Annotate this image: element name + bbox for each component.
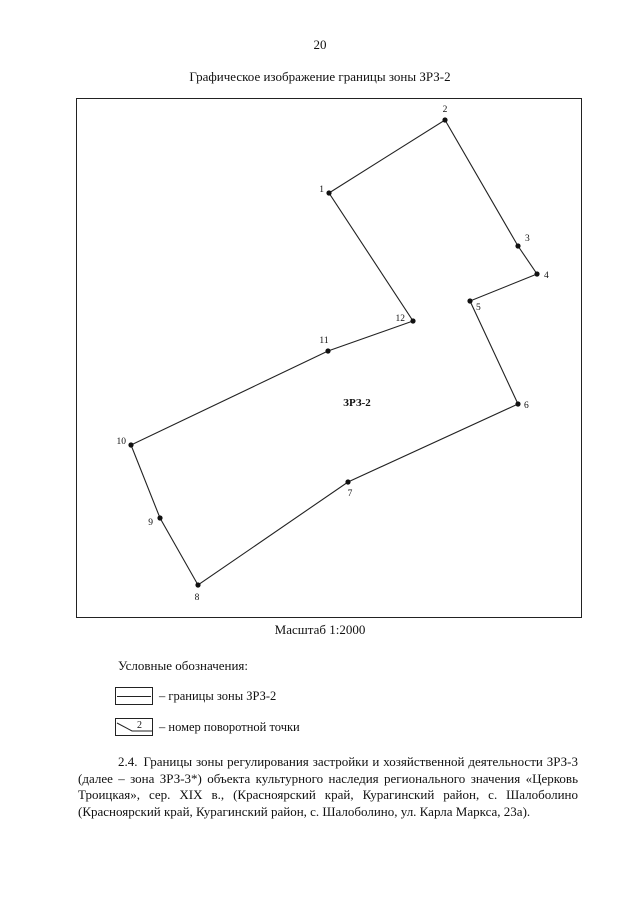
vertex-point-5 [467,298,472,303]
zone-label: ЗРЗ-2 [343,397,371,409]
zone-boundary [131,120,537,585]
vertex-point-12 [410,318,415,323]
zone-map [77,99,583,619]
legend-point-number: 2 [137,720,142,731]
vertex-point-8 [195,582,200,587]
legend-point-symbol [115,718,153,736]
vertex-label-9: 9 [148,518,153,528]
legend-row-point [115,717,300,737]
vertex-point-7 [345,479,350,484]
page-number: 20 [313,37,327,52]
vertex-point-4 [534,271,539,276]
vertex-point-1 [326,190,331,195]
scale-label: Масштаб 1:2000 [274,622,366,637]
legend-boundary-label: – границы зоны ЗРЗ-2 [159,688,277,703]
legend-title: Условные обозначения: [118,658,249,673]
legend-boundary-symbol [115,687,153,705]
vertex-label-7: 7 [347,489,353,499]
vertex-points [117,105,550,603]
vertex-point-9 [157,515,162,520]
vertex-point-2 [442,117,447,122]
paragraph-text: Границы зоны регулирования застройки и хозяйственной деятельности ЗРЗ-3 (далее – зона ЗРЗ-3*) объекта культурного наследия регионального значения «Церковь Троицкая», сер. XIX в., (Красноярский край, Курагинский район, с. Шалоболино (Красноярский край, Курагинский район, с. Шалоболино, ул. Карла Маркса, 23а). [78,754,578,819]
vertex-point-10 [128,442,133,447]
figure-title: Графическое изображение границы зоны ЗРЗ-2 [189,69,451,84]
vertex-label-12: 12 [395,314,405,324]
vertex-label-8: 8 [194,593,200,603]
vertex-label-5: 5 [476,303,481,313]
vertex-label-11: 11 [319,336,329,346]
vertex-label-10: 10 [116,437,126,447]
paragraph-2-4 [78,754,578,820]
paragraph-number: 2.4. [118,754,138,769]
vertex-label-6: 6 [524,401,529,411]
map-frame [76,98,582,618]
legend-point-label: – номер поворотной точки [159,719,300,734]
vertex-label-2: 2 [442,105,448,115]
vertex-point-6 [515,401,520,406]
vertex-point-3 [515,243,520,248]
vertex-label-4: 4 [544,271,549,281]
legend-row-boundary [115,686,276,706]
vertex-label-1: 1 [319,185,324,195]
vertex-label-3: 3 [525,234,530,244]
vertex-point-11 [325,348,330,353]
